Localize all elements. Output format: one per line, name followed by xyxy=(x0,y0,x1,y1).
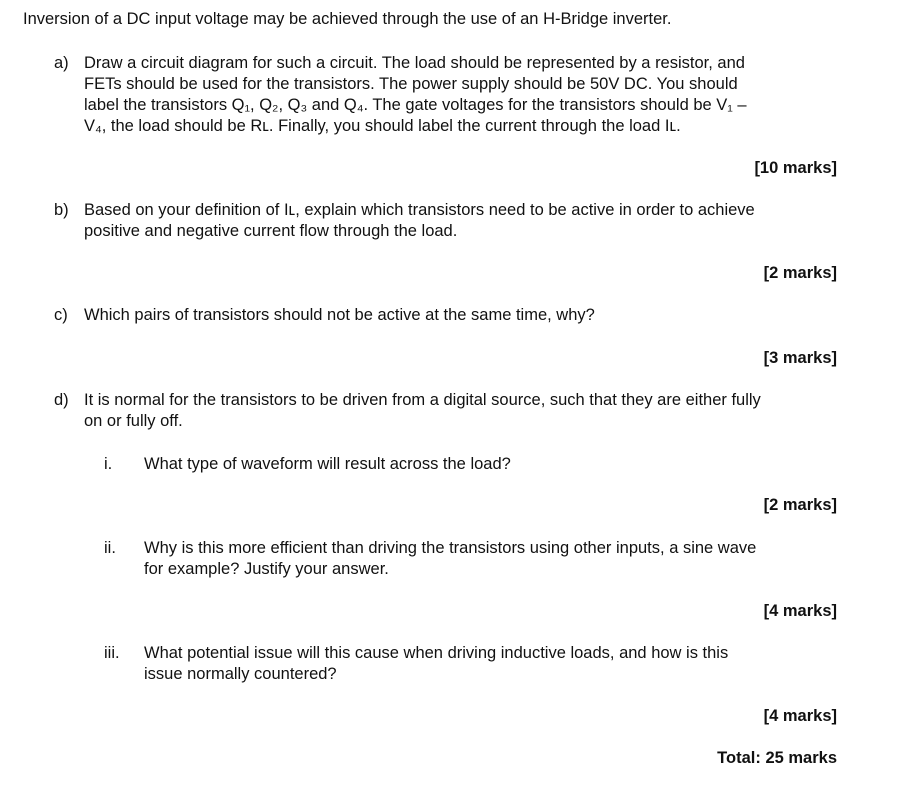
part-iii-line: What potential issue will this cause when driving inductive loads, and how is this xyxy=(144,644,729,662)
part-i-label: i. xyxy=(104,455,113,473)
question-d-line: It is normal for the transistors to be driven from a digital source, such that they are either fully xyxy=(84,391,761,409)
part-iii-marks: [4 marks] xyxy=(763,707,837,725)
part-i-line: What type of waveform will result across the load? xyxy=(144,455,511,473)
question-d-label: d) xyxy=(54,391,69,409)
question-b-line: positive and negative current flow through the load. xyxy=(84,222,458,240)
question-d-part-iii xyxy=(104,643,824,685)
question-c-marks: [3 marks] xyxy=(763,349,837,367)
part-ii-label: ii. xyxy=(104,539,116,557)
question-a-line: Draw a circuit diagram for such a circuit. The load should be represented by a resistor, and xyxy=(84,54,745,72)
part-ii-line: for example? Justify your answer. xyxy=(144,560,389,578)
question-a-line: V₄, the load should be Rʟ. Finally, you should label the current through the load Iʟ. xyxy=(84,117,681,135)
question-d-part-i xyxy=(104,454,824,475)
question-a xyxy=(54,53,844,137)
question-b-line: Based on your definition of Iʟ, explain which transistors need to be active in order to achieve xyxy=(84,201,755,219)
part-iii-label: iii. xyxy=(104,644,120,662)
question-b-label: b) xyxy=(54,201,69,219)
question-a-label: a) xyxy=(54,54,69,72)
question-b-marks: [2 marks] xyxy=(763,264,837,282)
question-c xyxy=(54,305,844,326)
question-a-marks: [10 marks] xyxy=(754,159,837,177)
part-ii-line: Why is this more efficient than driving the transistors using other inputs, a sine wave xyxy=(144,539,757,557)
part-ii-marks: [4 marks] xyxy=(763,602,837,620)
question-c-line: Which pairs of transistors should not be active at the same time, why? xyxy=(84,306,595,324)
question-d-part-ii xyxy=(104,538,824,580)
question-d-line: on or fully off. xyxy=(84,412,183,430)
question-c-label: c) xyxy=(54,306,68,324)
total-marks: Total: 25 marks xyxy=(717,749,837,767)
question-a-line: FETs should be used for the transistors. The power supply should be 50V DC. You should xyxy=(84,75,738,93)
question-a-line: label the transistors Q₁, Q₂, Q₃ and Q₄. The gate voltages for the transistors should be V₁ – xyxy=(84,96,747,114)
question-b xyxy=(54,200,844,242)
question-d xyxy=(54,390,844,432)
part-iii-line: issue normally countered? xyxy=(144,665,337,683)
part-i-marks: [2 marks] xyxy=(763,496,837,514)
intro-text: Inversion of a DC input voltage may be achieved through the use of an H-Bridge inverter. xyxy=(23,10,672,28)
